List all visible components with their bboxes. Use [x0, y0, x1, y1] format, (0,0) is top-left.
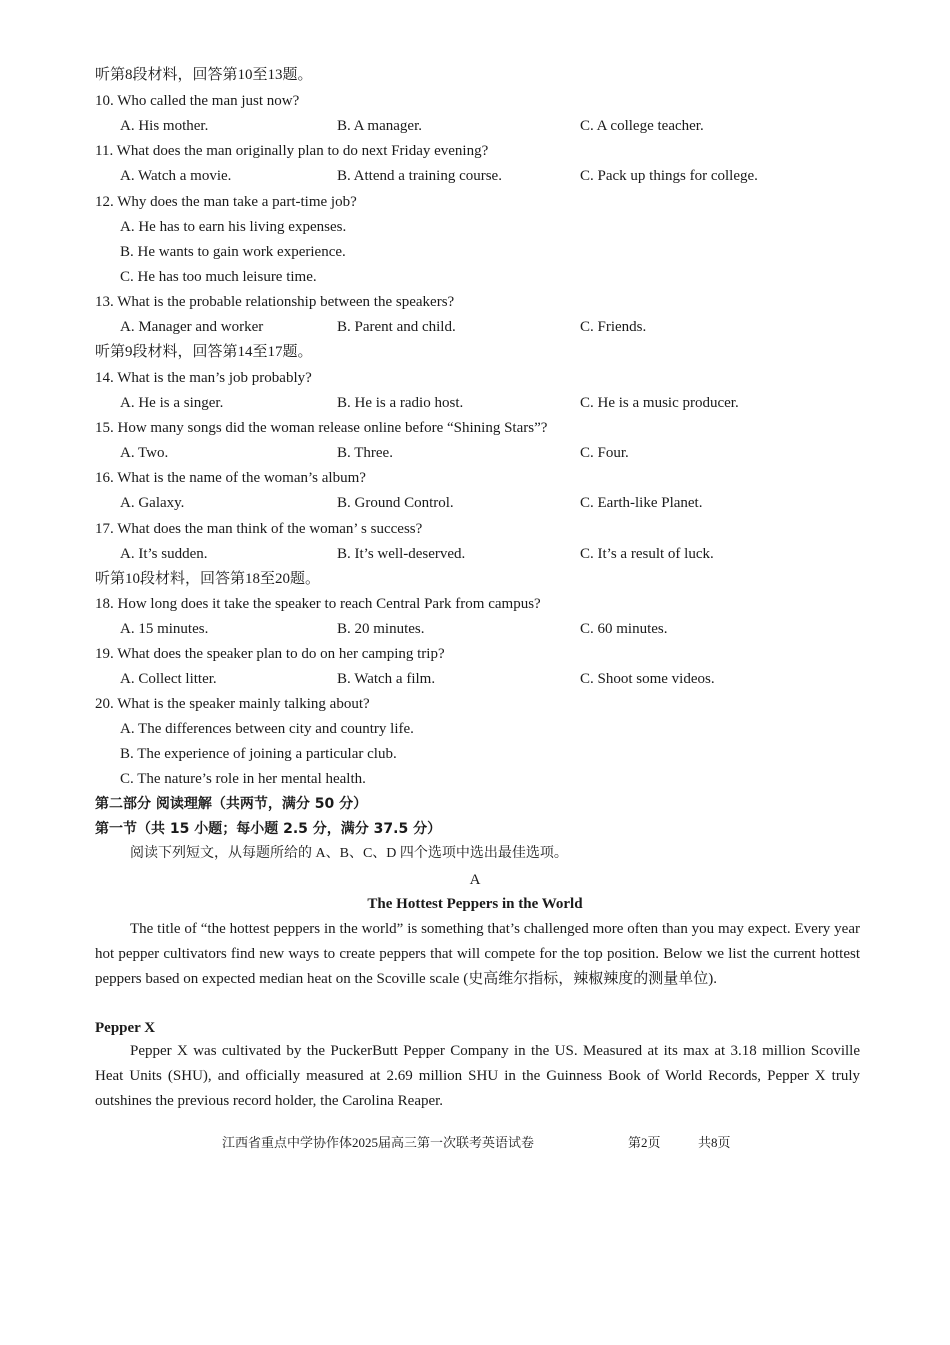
q14-option-c: C. He is a music producer.: [580, 395, 739, 411]
reading-section-title: 第一节（共 15 小题；每小题 2.5 分，满分 37.5 分）: [95, 821, 442, 837]
q18-option-c: C. 60 minutes.: [580, 621, 668, 637]
question-10: 10. Who called the man just now?: [95, 93, 300, 109]
question-18: 18. How long does it take the speaker to reach Central Park from campus?: [95, 596, 541, 612]
q17-option-a: A. It’s sudden.: [120, 546, 208, 562]
q13-option-a: A. Manager and worker: [120, 319, 264, 335]
q15-option-a: A. Two.: [120, 445, 169, 461]
q12-option-b: B. He wants to gain work experience.: [120, 244, 346, 260]
footer-page-number: 第2页: [628, 1135, 661, 1150]
q14-option-a: A. He is a singer.: [120, 395, 224, 411]
q10-option-c: C. A college teacher.: [580, 118, 704, 134]
q10-option-b: B. A manager.: [337, 118, 422, 134]
question-20: 20. What is the speaker mainly talking about?: [95, 696, 370, 712]
q20-option-a: A. The differences between city and country life.: [120, 721, 414, 737]
q19-option-c: C. Shoot some videos.: [580, 671, 715, 687]
q17-option-c: C. It’s a result of luck.: [580, 546, 714, 562]
q13-option-b: B. Parent and child.: [337, 319, 456, 335]
question-13: 13. What is the probable relationship between the speakers?: [95, 294, 455, 310]
listening-intro-8: 听第8段材料，回答第10至13题。: [95, 67, 313, 83]
q18-option-b: B. 20 minutes.: [337, 621, 425, 637]
passage-paragraph-1: The title of “the hottest peppers in the world” is something that’s challenged more often than you may expect. Every year hot pepper cultivators find new ways to create peppers that will compete for the top position. Below we list the current hottest peppers based on expected median heat on the Scoville scale (史高维尔指标，辣椒辣度的测量单位).: [95, 921, 860, 987]
q15-option-c: C. Four.: [580, 445, 629, 461]
q17-option-b: B. It’s well-deserved.: [337, 546, 466, 562]
q15-option-b: B. Three.: [337, 445, 393, 461]
passage-paragraph-2: Pepper X was cultivated by the PuckerButt Pepper Company in the US. Measured at its max at 3.18 million Scoville Heat Units (SHU), and officially measured at 2.69 million SHU in the Guinness Book of World Records, Pepper X truly outshines the previous record holder, the Carolina Reaper.: [95, 1043, 860, 1109]
q11-option-b: B. Attend a training course.: [337, 168, 502, 184]
question-15: 15. How many songs did the woman release online before “Shining Stars”?: [95, 420, 548, 436]
question-14: 14. What is the man’s job probably?: [95, 370, 312, 386]
q20-option-c: C. The nature’s role in her mental health.: [120, 771, 366, 787]
q12-option-a: A. He has to earn his living expenses.: [120, 219, 347, 235]
footer-total-pages: 共8页: [698, 1135, 731, 1150]
q14-option-b: B. He is a radio host.: [337, 395, 464, 411]
question-11: 11. What does the man originally plan to do next Friday evening?: [95, 143, 489, 159]
passage-subheading: Pepper X: [95, 1020, 156, 1036]
q16-option-b: B. Ground Control.: [337, 495, 454, 511]
reading-instruction: 阅读下列短文，从每题所给的 A、B、C、D 四个选项中选出最佳选项。: [130, 846, 568, 861]
q19-option-a: A. Collect litter.: [120, 671, 217, 687]
q11-option-a: A. Watch a movie.: [120, 168, 232, 184]
question-17: 17. What does the man think of the woman’ s success?: [95, 521, 423, 537]
passage-title: The Hottest Peppers in the World: [367, 896, 583, 912]
question-19: 19. What does the speaker plan to do on her camping trip?: [95, 646, 445, 662]
question-16: 16. What is the name of the woman’s album?: [95, 470, 366, 486]
footer-exam-title: 江西省重点中学协作体2025届高三第一次联考英语试卷: [222, 1135, 535, 1150]
q16-option-c: C. Earth-like Planet.: [580, 495, 703, 511]
passage-label: A: [469, 872, 481, 888]
q10-option-a: A. His mother.: [120, 118, 209, 134]
q11-option-c: C. Pack up things for college.: [580, 168, 758, 184]
q18-option-a: A. 15 minutes.: [120, 621, 209, 637]
q20-option-b: B. The experience of joining a particular club.: [120, 746, 397, 762]
q12-option-c: C. He has too much leisure time.: [120, 269, 317, 285]
q16-option-a: A. Galaxy.: [120, 495, 185, 511]
question-12: 12. Why does the man take a part-time job?: [95, 194, 357, 210]
reading-part-title: 第二部分 阅读理解（共两节，满分 50 分）: [95, 796, 368, 812]
listening-intro-9: 听第9段材料，回答第14至17题。: [95, 344, 313, 360]
q19-option-b: B. Watch a film.: [337, 671, 436, 687]
q13-option-c: C. Friends.: [580, 319, 647, 335]
listening-intro-10: 听第10段材料，回答第18至20题。: [95, 571, 321, 587]
